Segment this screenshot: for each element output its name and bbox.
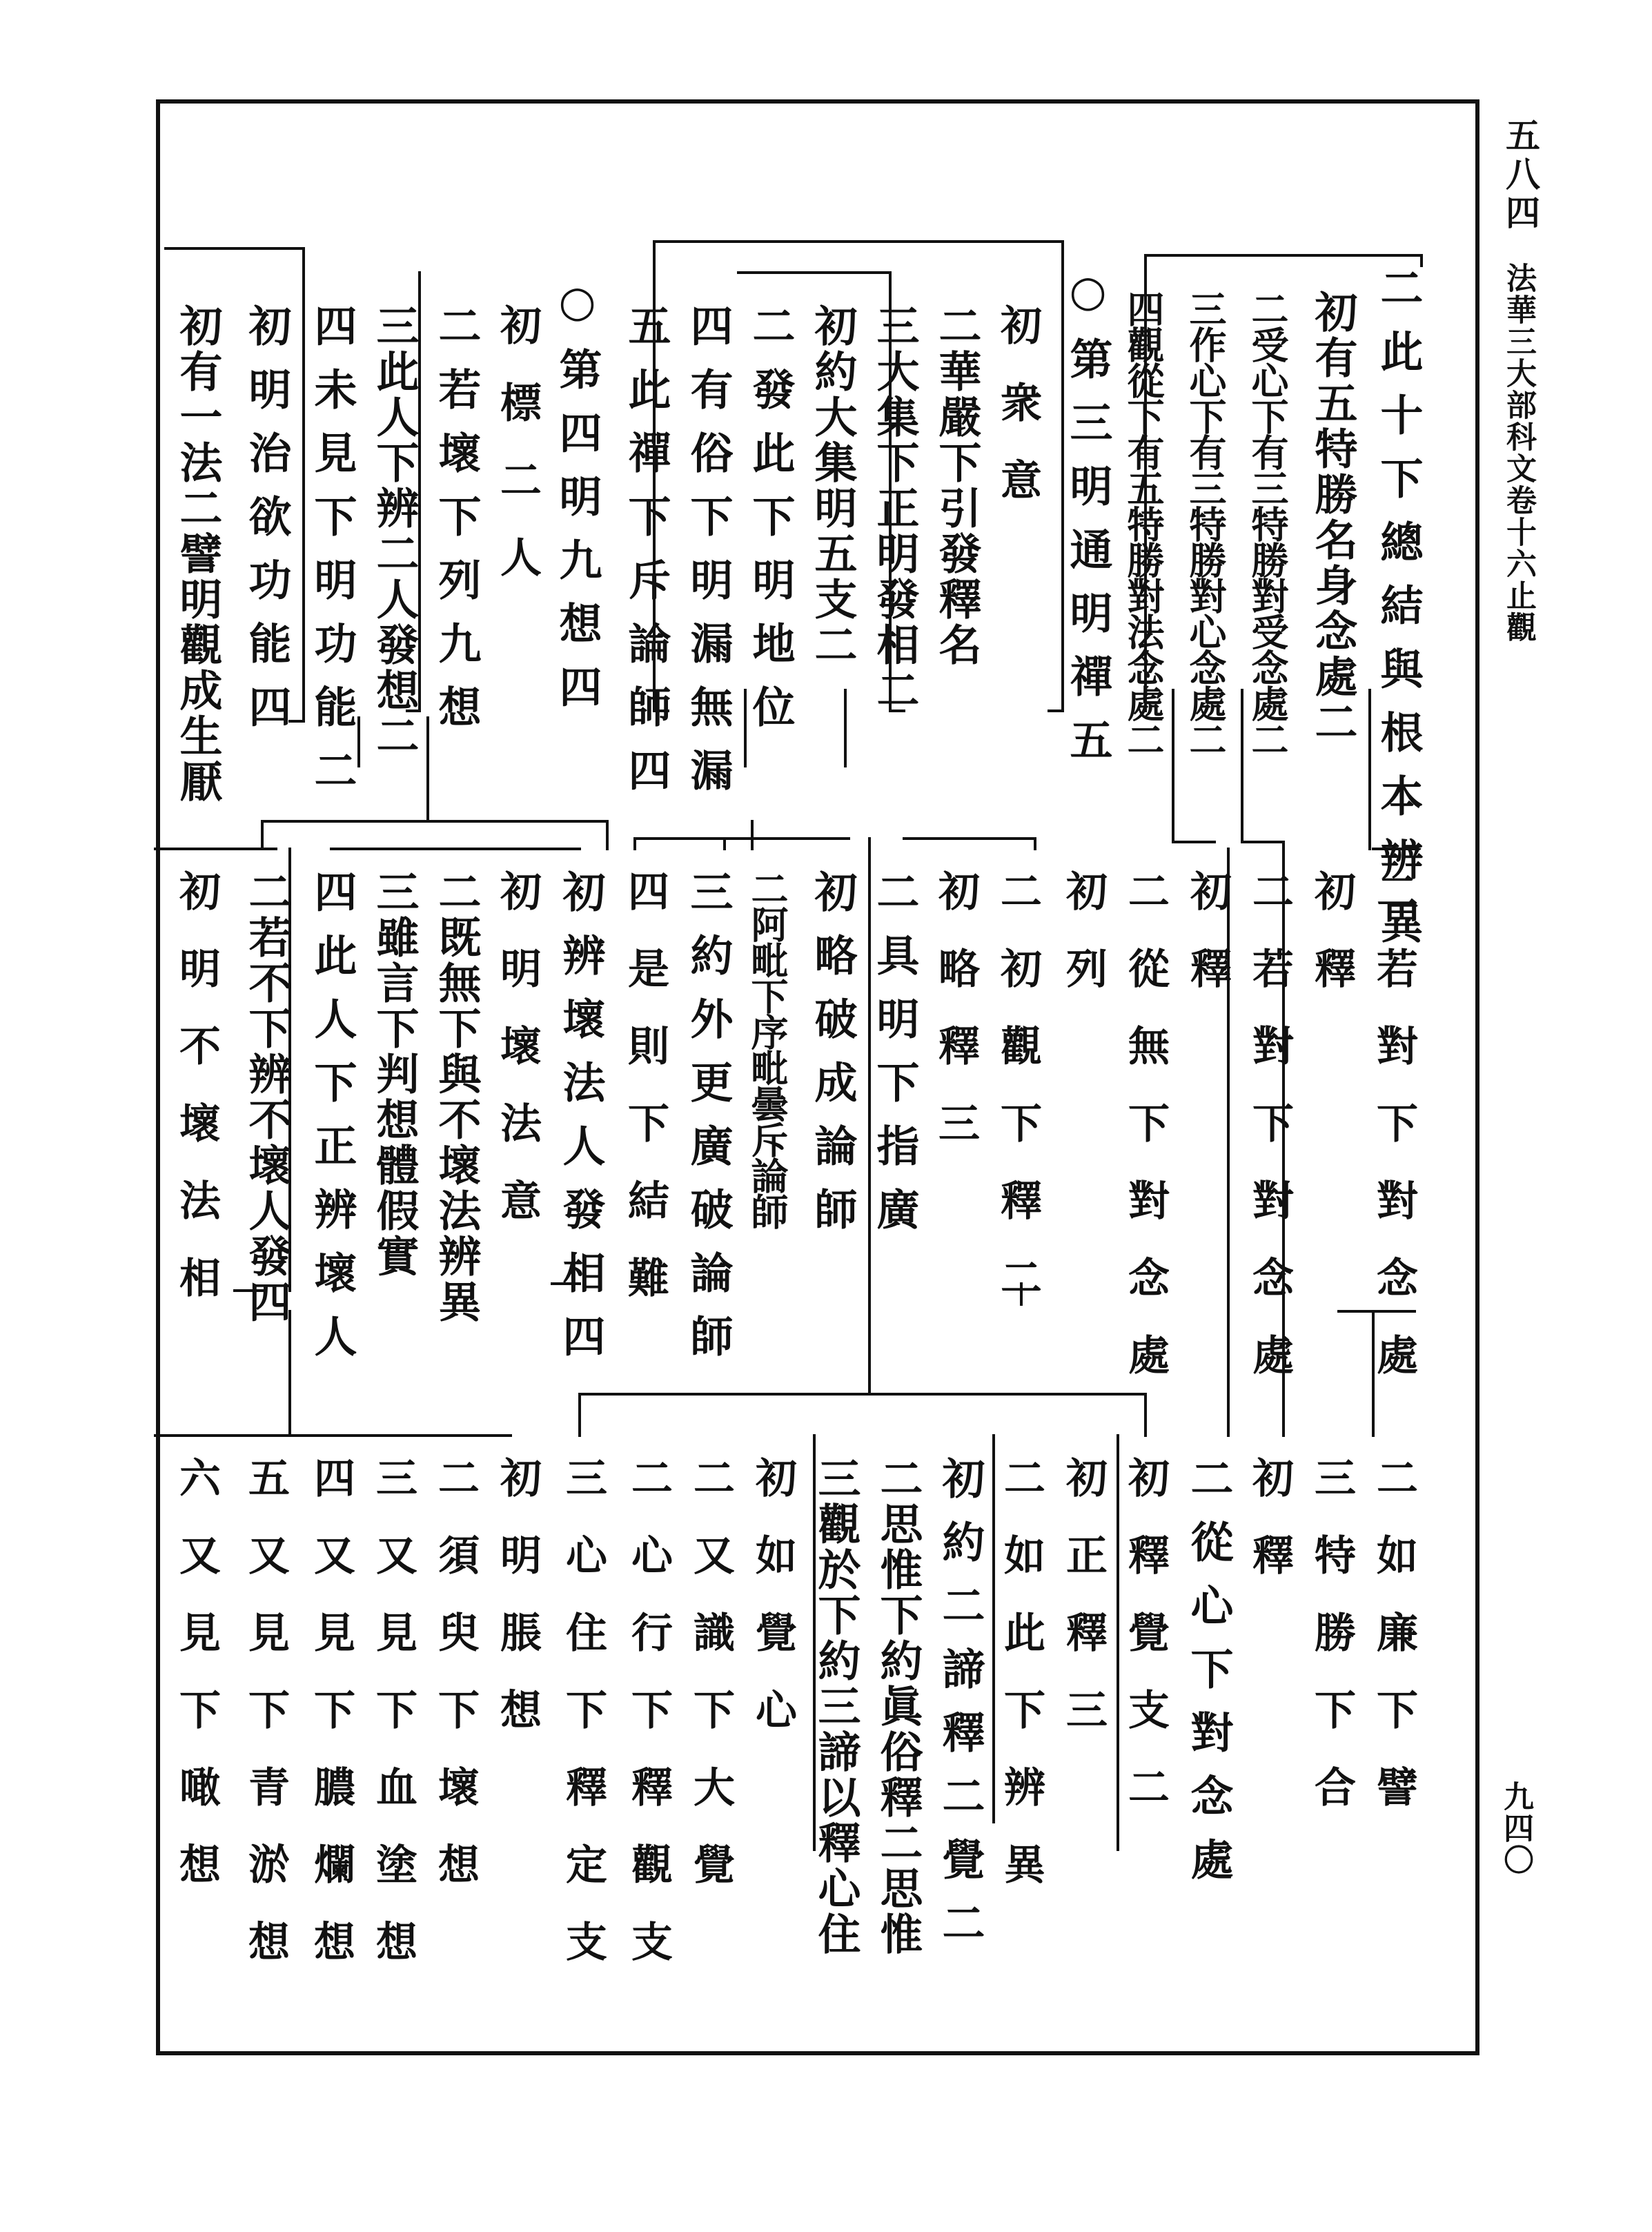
text-column: 二具明下指廣: [869, 870, 920, 1251]
text-column: 二如此下辨異: [997, 1456, 1045, 1920]
text-column: 初如覺心: [749, 1456, 797, 1765]
text-column: 五此禪下斥論師四: [621, 304, 671, 812]
text-column: 二又識下大覺: [687, 1456, 735, 1920]
text-column: 二發此下明地位: [745, 304, 796, 748]
text-column: 三此人下辨二人發想二: [369, 304, 420, 759]
text-column: 三心住下釋定支: [559, 1456, 607, 1997]
text-column: 三約外更廣破論師: [683, 870, 734, 1378]
text-column: 三作心下有三特勝對心念處二: [1183, 290, 1228, 756]
text-column: 二若不下辨不壞人發四: [242, 870, 292, 1325]
text-column: 二從無下對念處: [1121, 870, 1170, 1411]
text-column: 初明脹想: [493, 1456, 542, 1765]
text-column: 初標二人: [493, 304, 542, 613]
text-column: 初釋: [1246, 1456, 1294, 1611]
text-column: 五又見下青淤想: [242, 1456, 290, 1997]
text-column: 四是則下結難: [621, 870, 669, 1333]
text-column: 二若壞下列九想: [431, 304, 482, 748]
text-column: 二若對下對念處: [1246, 870, 1294, 1411]
text-column: 四又見下膿爛想: [307, 1456, 355, 1997]
text-column: 初釋: [1183, 870, 1232, 1024]
text-column: 二阿毗下序毗曇斥論師: [745, 870, 789, 1228]
text-column: 二從心下對念處: [1183, 1456, 1234, 1901]
text-column: 二既無下與不壞法辨異: [431, 870, 482, 1325]
text-column: 二受心下有三特勝對受念處二: [1246, 290, 1290, 756]
text-column: 初正釋三: [1059, 1456, 1108, 1765]
text-column: ○第四明九想四: [552, 276, 602, 728]
text-column: 三觀於下約三諦以釋心住: [811, 1456, 861, 1957]
text-column: 初釋覺支二: [1121, 1456, 1170, 1843]
text-column: ○第三明通明禪五: [1063, 266, 1113, 781]
text-column: 初約大集明五支二: [807, 304, 858, 668]
text-column: 六又見下噉想: [173, 1456, 221, 1920]
text-column: 四此人下正辨壞人: [307, 870, 357, 1378]
page-label: 五八四: [1500, 117, 1541, 233]
text-column: 初有一法二譬明觀成生厭: [173, 304, 223, 805]
text-column: 四觀從下有五特勝對法念處二: [1121, 290, 1166, 756]
text-column: 初明壞法意: [493, 870, 542, 1256]
page-number: 九四〇: [1498, 1781, 1533, 1876]
text-column: 二華嚴下引發釋名: [932, 304, 982, 668]
text-column: 二心行下釋觀支: [625, 1456, 673, 1997]
text-column: 二初觀下釋二: [994, 870, 1042, 1333]
text-column: 初釋: [1308, 870, 1356, 1024]
text-column: 初明不壞法相: [173, 870, 221, 1333]
text-column: 初約二諦釋二覺二: [935, 1456, 985, 1964]
text-column: 二若對下對念處: [1370, 870, 1418, 1411]
text-column: 三特勝下合: [1308, 1456, 1356, 1843]
running-title: 法華三大部科文卷十六止觀: [1501, 262, 1536, 643]
text-column: 初衆意: [994, 304, 1042, 536]
text-column: 初略破成論師: [807, 870, 858, 1251]
text-column: 初明治欲功能四: [242, 304, 292, 748]
text-column: 初列: [1059, 870, 1108, 1024]
text-column: 二思惟下約眞俗釋二思惟: [873, 1456, 923, 1957]
text-column: 四有俗下明漏無漏: [683, 304, 734, 812]
text-column: 三雖言下判想體假實: [369, 870, 420, 1280]
text-column: 三又見下血塗想: [369, 1456, 417, 1997]
text-column: 初有五特勝名身念處二: [1308, 290, 1358, 745]
text-column: 二須臾下壞想: [431, 1456, 480, 1920]
text-column: 四未見下明功能二: [307, 304, 357, 812]
text-column: 三大集下正明發相二: [869, 304, 920, 714]
text-column: 二如廉下譬: [1370, 1456, 1418, 1843]
text-column: 初略釋三: [932, 870, 980, 1179]
text-column: 二此十下總結與根本辨異: [1373, 266, 1424, 964]
text-column: 初辨壞法人發相四: [555, 870, 606, 1378]
